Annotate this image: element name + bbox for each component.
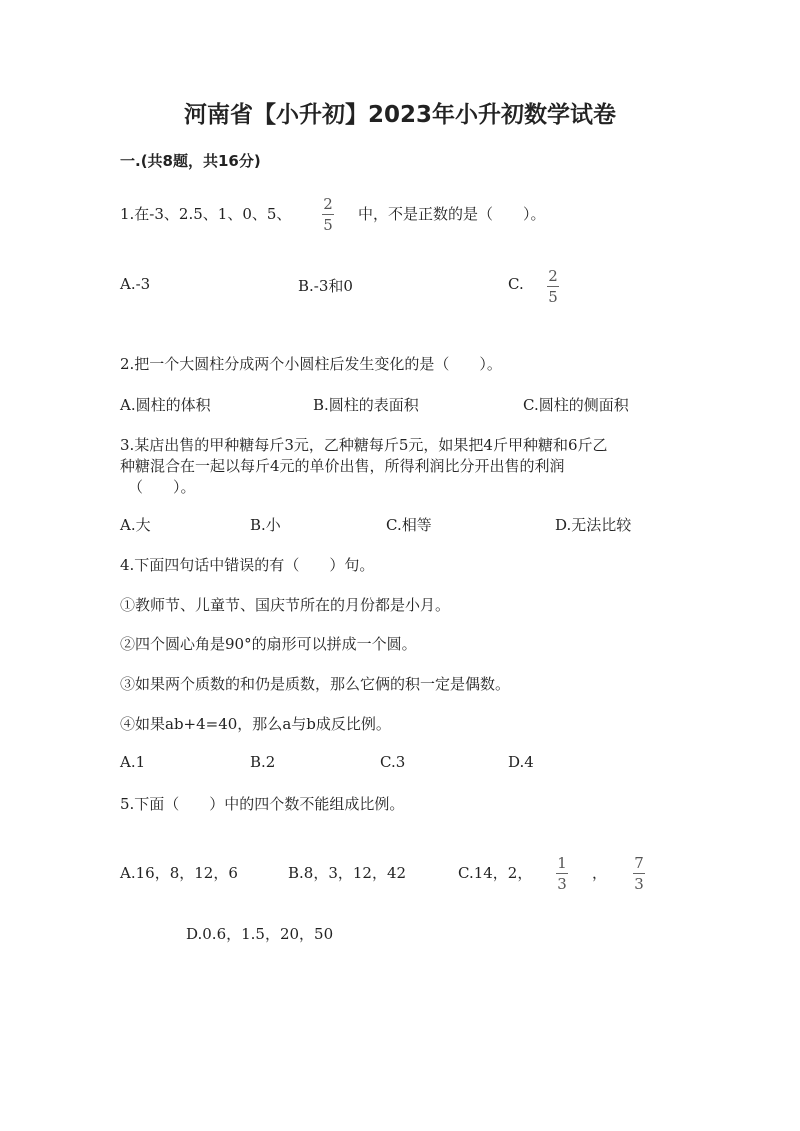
q5-option-c-frac1-denominator: 3	[557, 875, 567, 893]
q3-stem-line1: 3.某店出售的甲种糖每斤3元，乙种糖每斤5元，如果把4斤甲种糖和6斤乙	[120, 436, 608, 454]
q2-option-a[interactable]: A.圆柱的体积	[120, 396, 211, 414]
q2-option-b[interactable]: B.圆柱的表面积	[313, 396, 419, 414]
q5-option-c-fraction-2	[633, 855, 645, 892]
q2-stem: 2.把一个大圆柱分成两个小圆柱后发生变化的是（ ）。	[120, 355, 502, 373]
q4-statement-2: ②四个圆心角是90°的扇形可以拼成一个圆。	[120, 635, 417, 653]
section-heading: 一.(共8题，共16分)	[120, 152, 261, 170]
q5-option-c-frac2-denominator: 3	[634, 875, 644, 893]
q3-stem-line2: 种糖混合在一起以每斤4元的单价出售，所得利润比分开出售的利润	[120, 457, 565, 475]
q5-option-c-separator: ，	[592, 864, 608, 882]
q3-option-b[interactable]: B.小	[250, 516, 281, 534]
q1-option-b[interactable]: B.-3和0	[298, 277, 353, 295]
q1-fraction	[322, 196, 334, 233]
fraction-bar	[633, 873, 645, 874]
page-title: 河南省【小升初】2023年小升初数学试卷	[183, 102, 616, 128]
q4-statement-3: ③如果两个质数的和仍是质数，那么它俩的积一定是偶数。	[120, 675, 511, 693]
q5-option-a[interactable]: A.16，8，12，6	[120, 864, 238, 882]
q1-option-c-denominator: 5	[548, 288, 558, 306]
q1-stem-part2: 中，不是正数的是（ ）。	[358, 205, 546, 223]
q1-option-a[interactable]: A.-3	[120, 275, 151, 293]
q1-option-c-fraction	[547, 268, 559, 305]
q4-option-c[interactable]: C.3	[380, 753, 406, 771]
q5-option-c-frac2-numerator: 7	[634, 854, 644, 872]
fraction-bar	[556, 873, 568, 874]
q1-fraction-numerator: 2	[323, 195, 333, 213]
q4-stem: 4.下面四句话中错误的有（ ）句。	[120, 556, 375, 574]
q1-stem-part1: 1.在-3、2.5、1、0、5、	[120, 205, 292, 223]
q3-option-c[interactable]: C.相等	[386, 516, 432, 534]
q4-option-d[interactable]: D.4	[508, 753, 534, 771]
q5-option-c[interactable]: C.14，2，	[458, 864, 533, 882]
q3-stem-line3: （ ）。	[128, 478, 196, 496]
fraction-bar	[547, 286, 559, 287]
q1-option-c-numerator: 2	[548, 267, 558, 285]
q3-option-a[interactable]: A.大	[120, 516, 151, 534]
q5-option-d[interactable]: D.0.6，1.5，20，50	[186, 925, 334, 943]
q5-stem: 5.下面（ ）中的四个数不能组成比例。	[120, 795, 405, 813]
q4-statement-1: ①教师节、儿童节、国庆节所在的月份都是小月。	[120, 596, 451, 614]
q5-option-c-frac1-numerator: 1	[557, 854, 567, 872]
q1-fraction-denominator: 5	[323, 216, 333, 234]
q4-option-b[interactable]: B.2	[250, 753, 276, 771]
q5-option-c-fraction-1	[556, 855, 568, 892]
fraction-bar	[322, 214, 334, 215]
q1-option-c[interactable]: C.	[508, 275, 524, 293]
q3-option-d[interactable]: D.无法比较	[555, 516, 632, 534]
q4-statement-4: ④如果ab+4=40，那么a与b成反比例。	[120, 715, 391, 733]
q2-option-c[interactable]: C.圆柱的侧面积	[523, 396, 629, 414]
q5-option-b[interactable]: B.8，3，12，42	[288, 864, 407, 882]
q4-option-a[interactable]: A.1	[120, 753, 146, 771]
